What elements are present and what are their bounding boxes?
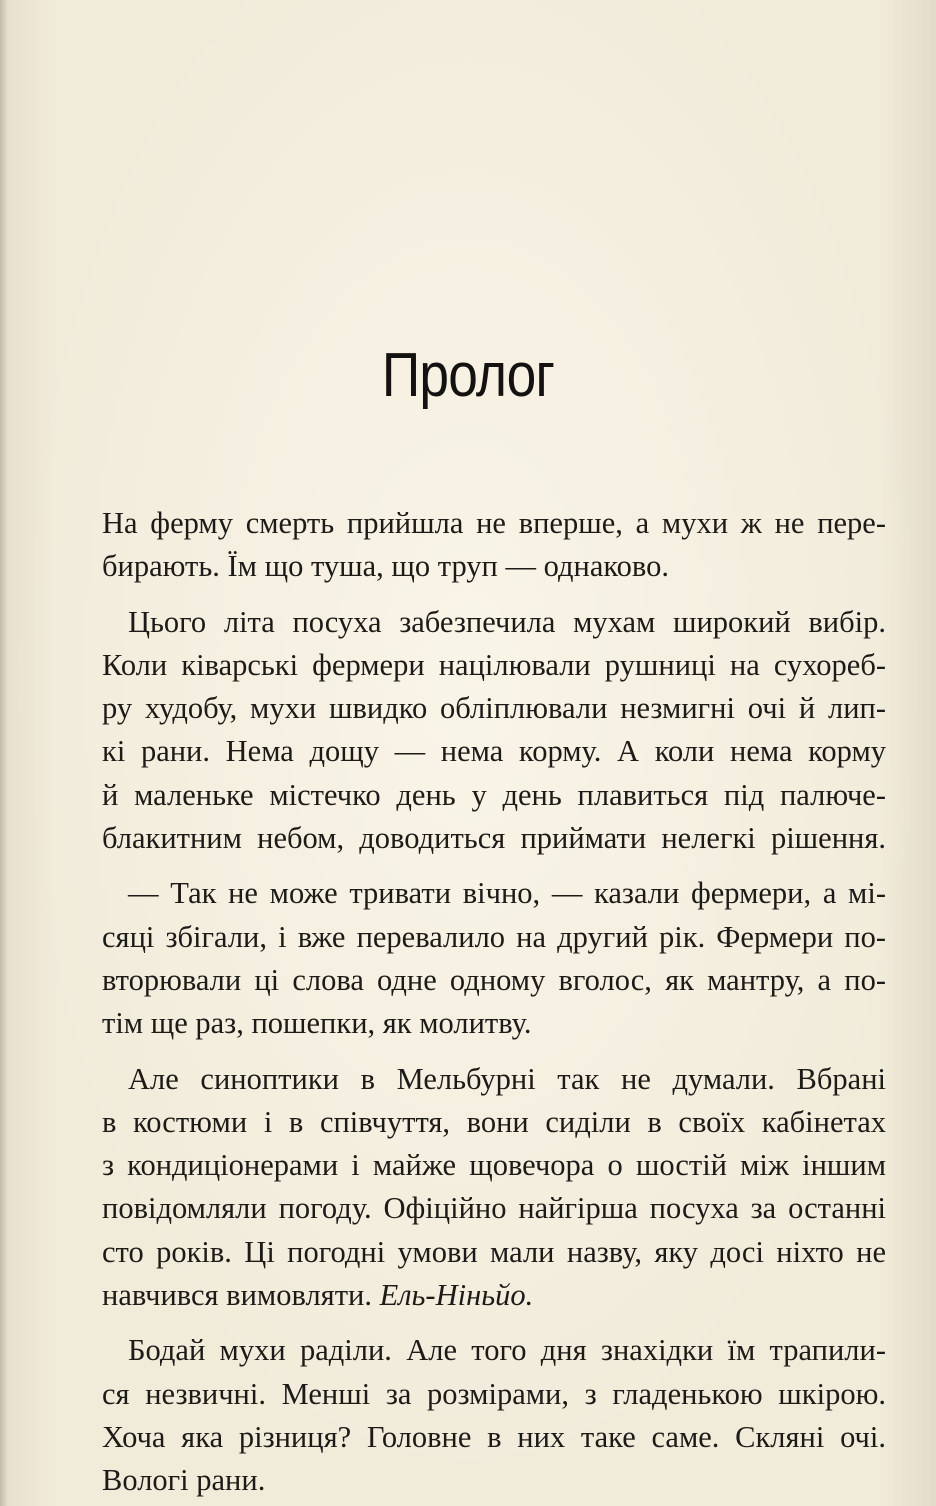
text-line: повідомляли погоду. Офіційно найгірша посуха за останні (102, 1191, 886, 1226)
page-gutter-shadow (0, 0, 8, 1506)
text-line: Бодай мухи раділи. Але того дня знахідки їм трапили- (128, 1333, 886, 1368)
text-line: бирають. Їм що туша, що труп — однаково. (102, 549, 669, 584)
text-line: ру худобу, мухи швидко обліплювали незмигні очі й лип- (102, 691, 886, 726)
text-line: Цього літа посуха забезпечила мухам широкий вибір. (128, 604, 886, 639)
text-line: вторювали ці слова одне одному вголос, як мантру, а по- (102, 962, 886, 997)
text-line: й маленьке містечко день у день плавиться під палюче- (102, 777, 886, 812)
text-line: Але синоптики в Мельбурні так не думали. Вбрані (128, 1061, 886, 1096)
text-line: сто років. Ці погодні умови мали назву, яку досі ніхто не (102, 1234, 886, 1269)
prologue-text (102, 502, 886, 1503)
text-line: Вологі рани. (102, 1463, 266, 1498)
text-line: в костюми і в співчуття, вони сиділи в своїх кабінетах (102, 1104, 886, 1139)
text-line-with-italic (102, 1274, 886, 1317)
text-line: блакитним небом, доводиться приймати нелегкі рішення. (102, 821, 886, 856)
text-line: сяці збігали, і вже перевалило на другий рік. Фермери по- (102, 919, 886, 954)
chapter-title: Пролог (381, 341, 555, 410)
text-line: кі рани. Нема дощу — нема корму. А коли нема корму (102, 734, 886, 769)
text-line: На ферму смерть прийшла не вперше, а мухи ж не пере- (102, 506, 886, 540)
text-line: — Так не може тривати вічно, — казали фермери, а мі- (128, 876, 886, 911)
text-line: тім ще раз, пошепки, як молитву. (102, 1006, 532, 1041)
text-line: навчився вимовляти. (102, 1278, 372, 1313)
text-line: ся незвичні. Менші за розмірами, з гладенькою шкірою. (102, 1376, 886, 1411)
italic-term: Ель-Ніньйо. (379, 1278, 534, 1313)
text-line: Коли ківарські фермери націлювали рушниці на сухореб- (102, 647, 886, 682)
text-line: з кондиціонерами і майже щовечора о шостій між іншим (102, 1148, 886, 1183)
text-line: Хоча яка різниця? Головне в них таке саме. Скляні очі. (102, 1419, 886, 1454)
